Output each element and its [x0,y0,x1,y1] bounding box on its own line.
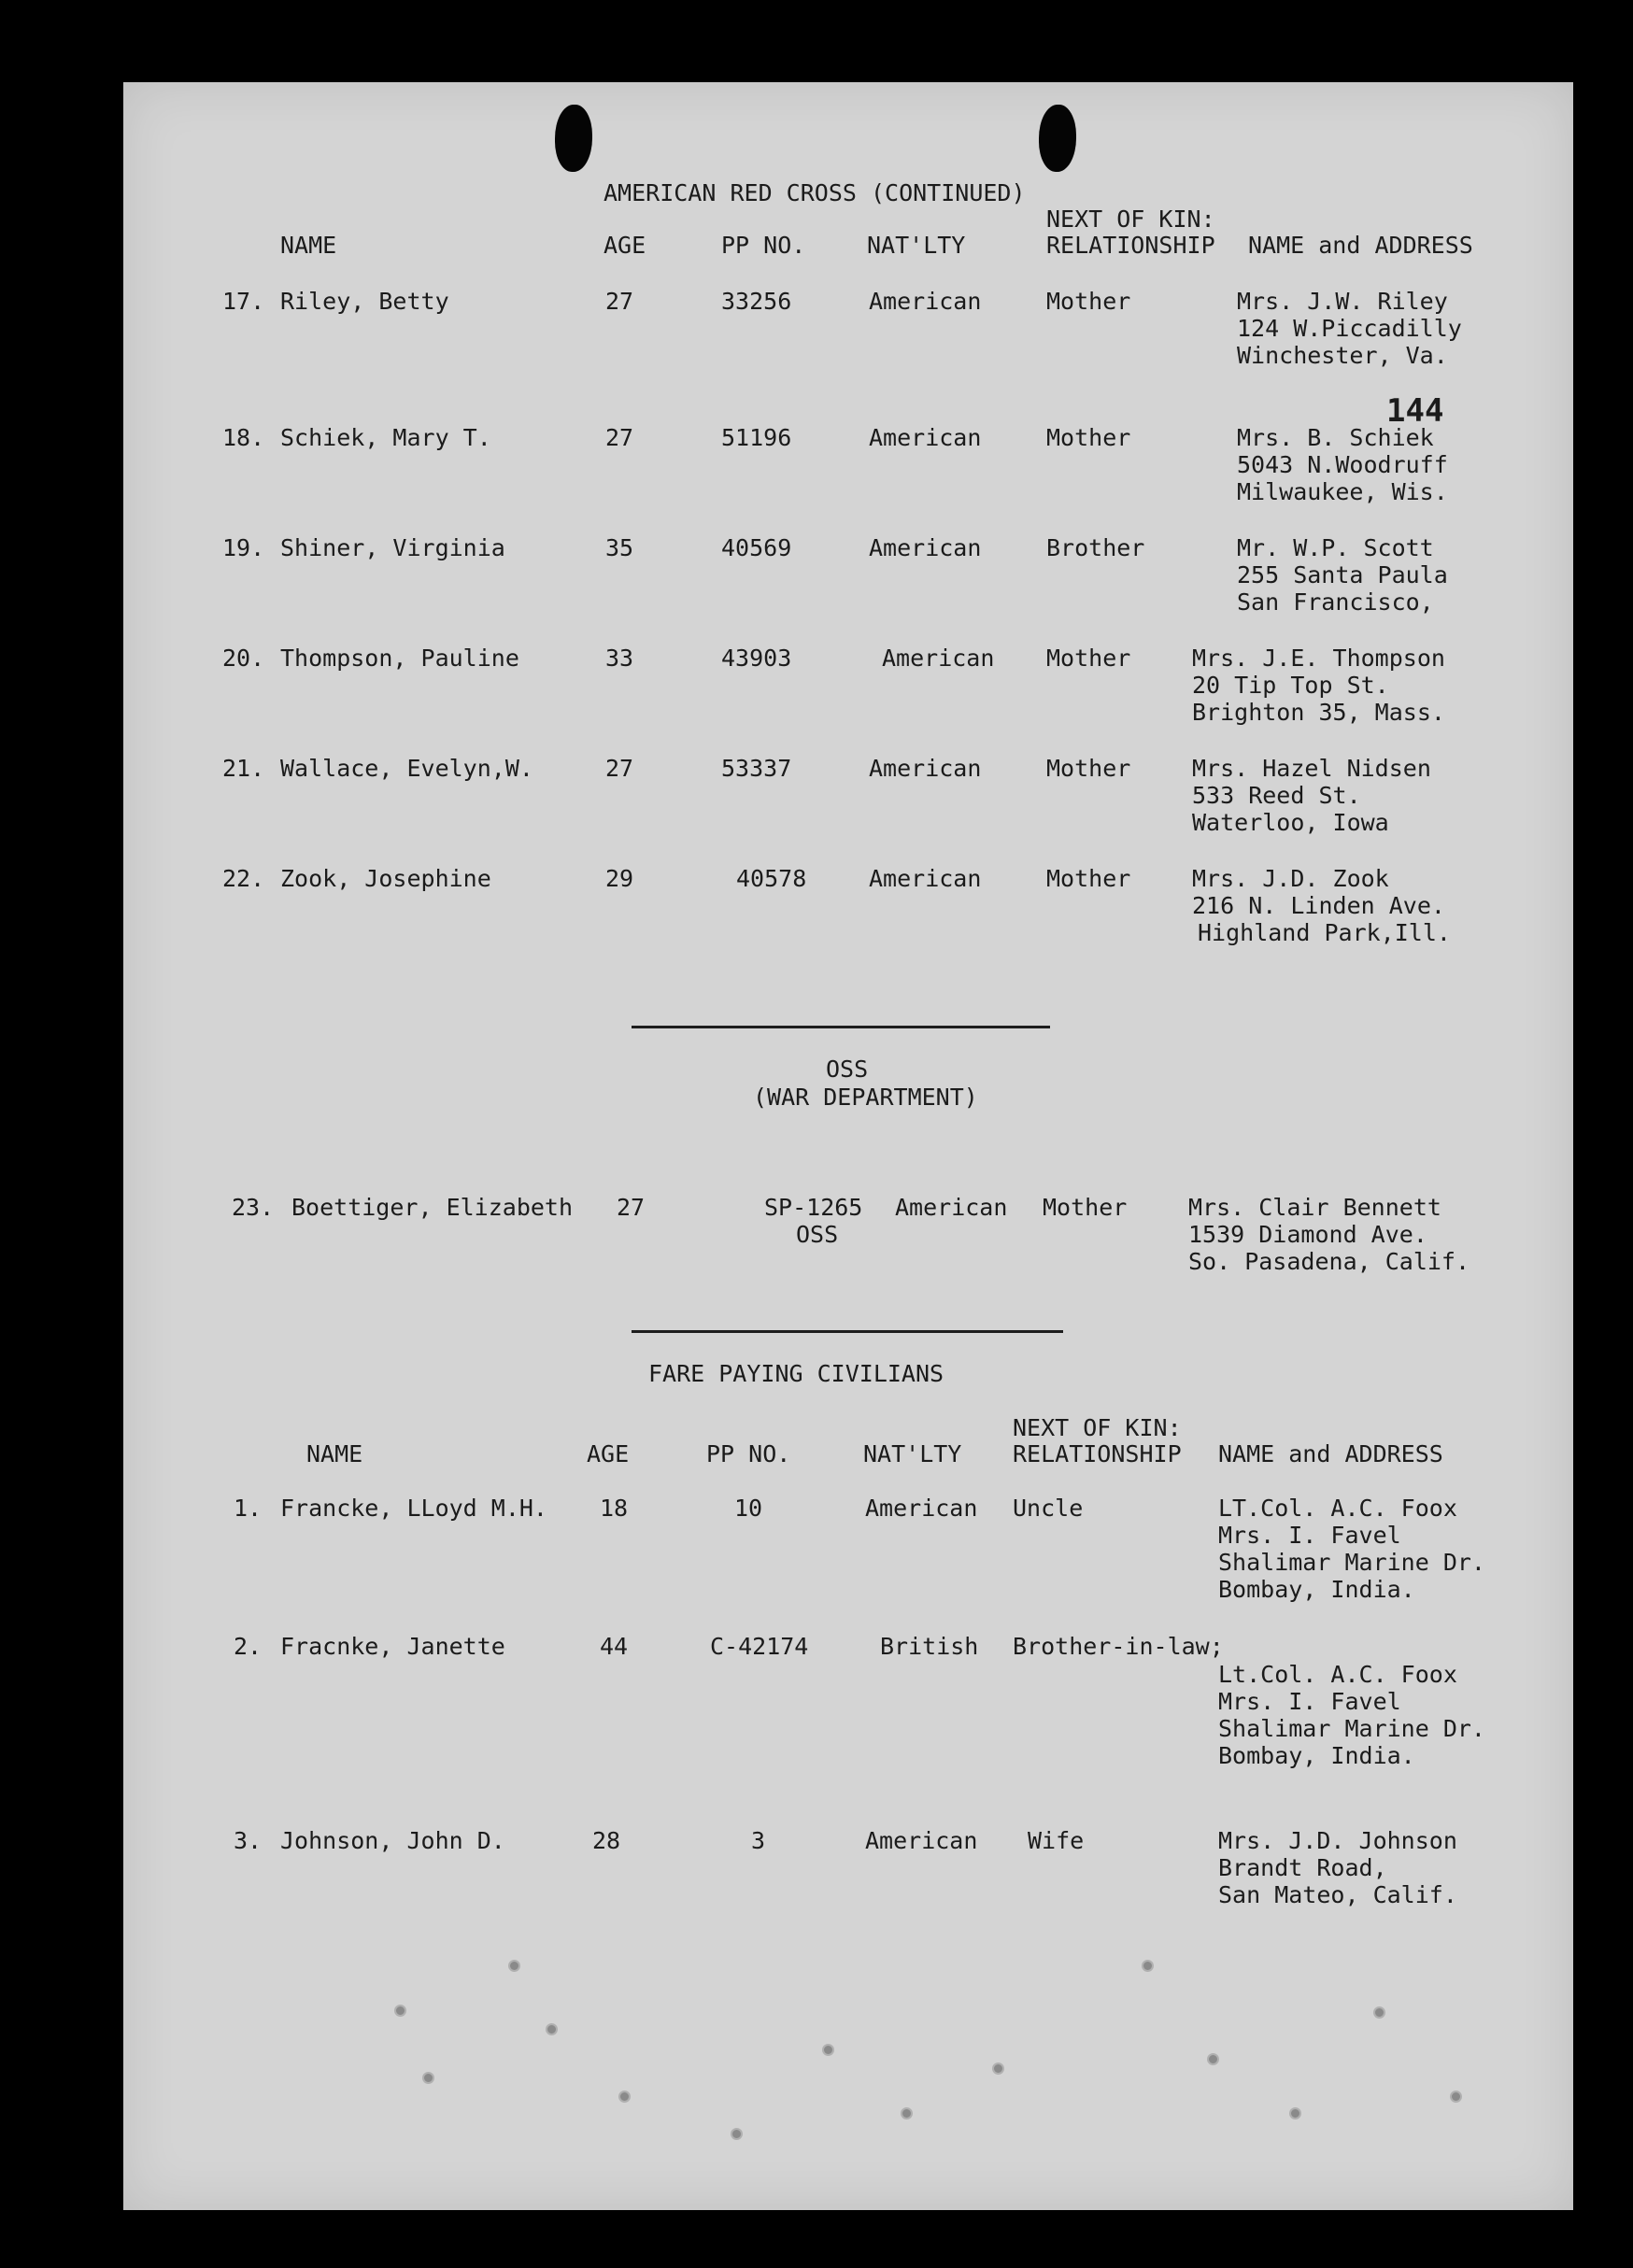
paper-speck [731,2128,743,2140]
row-age: 27 [605,424,634,451]
paper-speck [822,2044,834,2056]
punch-hole-right [1039,105,1076,172]
row-pp: 40569 [721,534,792,561]
row-rel: Mother [1043,1194,1128,1221]
row-number: 2. [234,1633,263,1660]
row-pp: C-42174 [710,1633,809,1660]
section-subtitle-oss: (WAR DEPARTMENT) [753,1084,978,1111]
paper-speck [1207,2053,1219,2065]
row-nat: American [869,288,982,315]
row-pp: 33256 [721,288,792,315]
paper-speck [618,2091,631,2103]
row-pp: 3 [751,1827,766,1854]
col-header-name: NAME [280,232,337,259]
row-nat: American [865,1827,978,1854]
paper-speck [546,2023,558,2035]
row-age: 44 [600,1633,629,1660]
paper-speck [992,2062,1004,2075]
row-addr-1: LT.Col. A.C. Foox [1218,1495,1457,1522]
row-addr-4: Bombay, India. [1218,1742,1415,1769]
section-title-civilians: FARE PAYING CIVILIANS [648,1360,944,1387]
row-name: Wallace, Evelyn,W. [280,755,533,782]
row-addr-2: 20 Tip Top St. [1192,672,1389,699]
row-name: Fracnke, Janette [280,1633,505,1660]
row-pp-2: OSS [796,1221,839,1248]
col-header-nat: NAT'LTY [867,232,966,259]
col-header-nat: NAT'LTY [863,1440,962,1467]
row-number: 18. [222,424,265,451]
paper-speck [901,2107,913,2119]
col-header-age: AGE [587,1440,630,1467]
row-age: 27 [617,1194,646,1221]
row-nat: British [880,1633,979,1660]
row-age: 18 [600,1495,629,1522]
row-addr-3: Waterloo, Iowa [1192,809,1389,836]
row-number: 1. [234,1495,263,1522]
row-name: Johnson, John D. [280,1827,505,1854]
row-nat: American [882,645,995,672]
row-name: Boettiger, Elizabeth [291,1194,574,1221]
row-addr-3: Shalimar Marine Dr. [1218,1715,1485,1742]
row-rel: Mother [1046,645,1131,672]
paper-speck [1142,1960,1154,1972]
row-rel: Mother [1046,288,1131,315]
row-name: Francke, LLoyd M.H. [280,1495,547,1522]
row-age: 27 [605,755,634,782]
col-header-kin-1: NEXT OF KIN: [1046,206,1215,233]
paper-speck [394,2005,406,2017]
row-addr-2: 255 Santa Paula [1237,561,1448,588]
row-addr-3: Milwaukee, Wis. [1237,478,1448,505]
row-nat: American [865,1495,978,1522]
row-pp: 10 [734,1495,763,1522]
col-header-address: NAME and ADDRESS [1218,1440,1443,1467]
col-header-address: NAME and ADDRESS [1248,232,1473,259]
row-number: 17. [222,288,265,315]
row-addr-1: Mrs. J.D. Johnson [1218,1827,1457,1854]
row-addr-1: Mrs. J.D. Zook [1192,865,1389,892]
row-number: 22. [222,865,265,892]
punch-hole-left [555,105,592,172]
row-addr-1: Mrs. J.W. Riley [1237,288,1448,315]
row-number: 20. [222,645,265,672]
row-addr-2: Brandt Road, [1218,1854,1387,1881]
row-age: 35 [605,534,634,561]
row-number: 21. [222,755,265,782]
row-name: Thompson, Pauline [280,645,519,672]
page-number: 144 [1386,392,1444,430]
row-addr-3: San Francisco, [1237,588,1434,616]
row-rel: Brother [1046,534,1145,561]
paper-speck [1450,2091,1462,2103]
row-addr-3: Brighton 35, Mass. [1192,699,1445,726]
row-name: Riley, Betty [280,288,449,315]
col-header-age: AGE [604,232,646,259]
row-addr-1: Mrs. J.E. Thompson [1192,645,1445,672]
row-number: 3. [234,1827,263,1854]
row-addr-2: Mrs. I. Favel [1218,1522,1401,1549]
col-header-kin-1: NEXT OF KIN: [1013,1414,1182,1441]
row-nat: American [895,1194,1008,1221]
row-addr-1: Mrs. Clair Bennett [1188,1194,1441,1221]
row-pp: 51196 [721,424,792,451]
row-nat: American [869,865,982,892]
row-addr-1: Mrs. Hazel Nidsen [1192,755,1431,782]
section-divider [632,1026,1050,1028]
row-nat: American [869,534,982,561]
paper-speck [1289,2107,1301,2119]
row-addr-2: Mrs. I. Favel [1218,1688,1401,1715]
row-rel: Wife [1028,1827,1085,1854]
section-title-oss: OSS [826,1056,869,1083]
row-addr-1: Lt.Col. A.C. Foox [1218,1661,1457,1688]
row-name: Shiner, Virginia [280,534,505,561]
paper-speck [422,2072,434,2084]
row-rel: Brother-in-law; [1013,1633,1224,1660]
row-addr-3: Highland Park,Ill. [1198,919,1451,946]
row-pp: 43903 [721,645,792,672]
paper-speck [508,1960,520,1972]
col-header-kin-2: RELATIONSHIP [1013,1440,1182,1467]
row-addr-3: So. Pasadena, Calif. [1188,1248,1470,1275]
row-age: 33 [605,645,634,672]
row-addr-3: Winchester, Va. [1237,342,1448,369]
document-page [123,82,1573,2210]
row-addr-2: 533 Reed St. [1192,782,1361,809]
row-age: 29 [605,865,634,892]
row-addr-2: 1539 Diamond Ave. [1188,1221,1427,1248]
row-name: Schiek, Mary T. [280,424,491,451]
col-header-pp: PP NO. [721,232,806,259]
row-addr-2: 124 W.Piccadilly [1237,315,1462,342]
row-addr-1: Mrs. B. Schiek [1237,424,1434,451]
row-age: 27 [605,288,634,315]
section-divider [632,1330,1063,1333]
col-header-kin-2: RELATIONSHIP [1046,232,1215,259]
row-pp: 40578 [736,865,807,892]
row-number: 19. [222,534,265,561]
row-rel: Mother [1046,424,1131,451]
col-header-name: NAME [306,1440,363,1467]
row-pp: 53337 [721,755,792,782]
row-rel: Mother [1046,865,1131,892]
row-addr-1: Mr. W.P. Scott [1237,534,1434,561]
row-addr-4: Bombay, India. [1218,1576,1415,1603]
row-rel: Uncle [1013,1495,1084,1522]
row-nat: American [869,424,982,451]
row-pp: SP-1265 [764,1194,863,1221]
row-addr-3: Shalimar Marine Dr. [1218,1549,1485,1576]
row-addr-2: 216 N. Linden Ave. [1192,892,1445,919]
col-header-pp: PP NO. [706,1440,791,1467]
row-addr-2: 5043 N.Woodruff [1237,451,1448,478]
paper-speck [1373,2006,1385,2019]
row-number: 23. [232,1194,275,1221]
section-title-red-cross: AMERICAN RED CROSS (CONTINUED) [604,179,1026,206]
row-nat: American [869,755,982,782]
row-age: 28 [592,1827,621,1854]
row-name: Zook, Josephine [280,865,491,892]
row-addr-3: San Mateo, Calif. [1218,1881,1457,1908]
row-rel: Mother [1046,755,1131,782]
